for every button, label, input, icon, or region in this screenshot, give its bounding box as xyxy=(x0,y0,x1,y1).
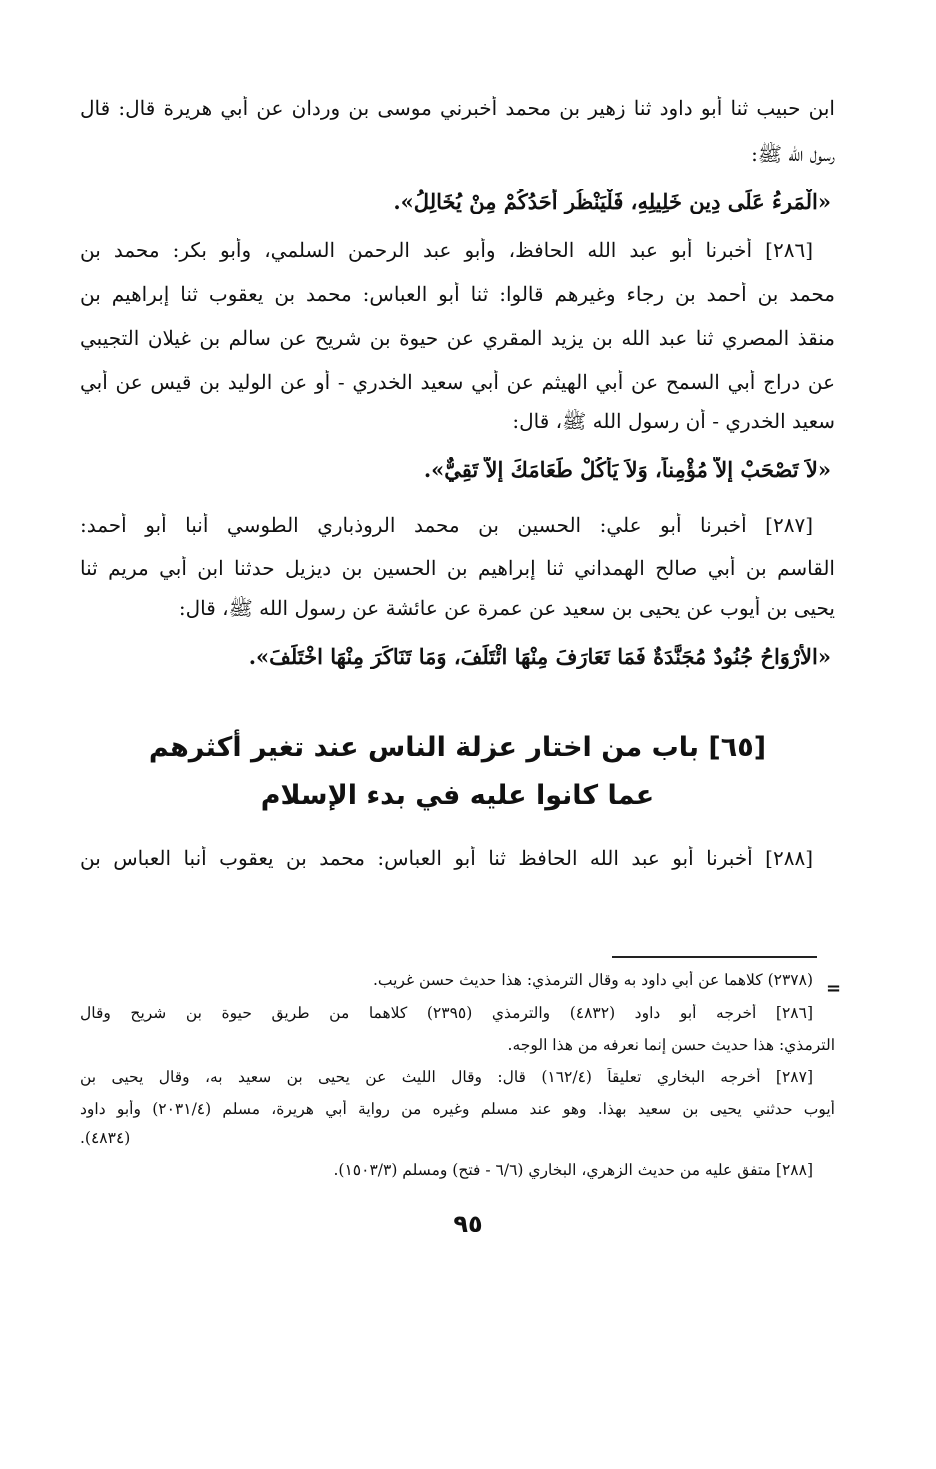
text-line: القاسم بن أبي صالح الهمداني ثنا إبراهيم بن الحسين بن ديزيل حدثنا ابن أبي مريم ثنا xyxy=(80,556,835,580)
page-number: ٩٥ xyxy=(453,1210,483,1238)
text-line: منقذ المصري ثنا عبد الله بن يزيد المقري عن حيوة بن شريح عن سالم بن غيلان التجيبي xyxy=(80,326,835,350)
footnote-separator xyxy=(612,956,817,958)
footnote-line: الترمذي: هذا حديث حسن إنما نعرفه من هذا الوجه. xyxy=(507,1036,835,1054)
text-line: ابن حبيب ثنا أبو داود ثنا زهير بن محمد أخبرني موسى بن وردان عن أبي هريرة قال: قال xyxy=(80,96,835,120)
chapter-heading-continued: عما كانوا عليه في بدء الإسلام xyxy=(260,780,655,811)
text-line: [٢٨٧] أخبرنا أبو علي: الحسين بن محمد الروذباري الطوسي أنبا أبو أحمد: xyxy=(80,513,813,537)
continuation-marker: = xyxy=(826,978,842,999)
hadith-text: «الأَرْوَاحُ جُنُودٌ مُجَنَّدَةٌ فَمَا تَعَارَفَ مِنْهَا ائْتَلَفَ، وَمَا تَنَاكَرَ مِنْهَا اخْتَلَفَ». xyxy=(248,644,831,669)
text-line: يحيى بن أيوب عن يحيى بن سعيد عن عمرة عن عائشة عن رسول الله ﷺ، قال: xyxy=(178,596,835,620)
hadith-text: «لاَ تَصْحَبْ إِلاَّ مُؤْمِناً، وَلاَ يَأْكُلْ طَعَامَكَ إِلاَّ تَقِيٌّ». xyxy=(423,457,831,482)
text-line: [٢٨٦] أخبرنا أبو عبد الله الحافظ، وأبو عبد الرحمن السلمي، وأبو بكر: محمد بن xyxy=(80,238,814,262)
text-line: [٢٨٨] أخبرنا أبو عبد الله الحافظ ثنا أبو العباس: محمد بن يعقوب أنبا العباس بن xyxy=(80,846,813,870)
footnote-line: (٤٨٣٤). xyxy=(80,1129,131,1147)
text-line: محمد بن أحمد بن رجاء وغيرهم قالوا: ثنا أبو العباس: محمد بن يعقوب ثنا إبراهيم بن xyxy=(80,282,835,306)
chapter-heading: [٦٥] باب من اختار عزلة الناس عند تغير أكثرهم xyxy=(148,732,767,763)
text-line: رسول الله ﷺ: xyxy=(751,142,835,166)
footnote-line: أيوب حدثني يحيى بن سعيد بهذا. وهو عند مسلم وغيره من رواية أبي هريرة، مسلم (٢٠٣١/٤) وأبو داود xyxy=(80,1100,835,1118)
footnote-line: [٢٨٦] أخرجه أبو داود (٤٨٣٢) والترمذي (٢٣٩٥) كلاهما من طريق حيوة بن شريح وقال xyxy=(80,1004,814,1022)
hadith-text: «الْمَرءُ عَلَى دِينِ خَلِيلِهِ، فَلْيَنْظُر أَحَدُكُمْ مِنْ يُخَالِلُ». xyxy=(393,189,831,214)
footnote-line: [٢٨٧] أخرجه البخاري تعليقاً (١٦٢/٤) قال: وقال الليث عن يحيى بن سعيد به، وقال يحيى بن xyxy=(80,1068,814,1086)
text-line: عن دراج أبي السمح عن أبي الهيثم عن أبي سعيد الخدري - أو عن الوليد بن قيس عن أبي xyxy=(80,370,835,394)
footnote-line: [٢٨٨] متفق عليه من حديث الزهري، البخاري (٦/٦ - فتح) ومسلم (١٥٠٣/٣). xyxy=(333,1161,813,1179)
footnote-line: (٢٣٧٨) كلاهما عن أبي داود به وقال الترمذي: هذا حديث حسن غريب. xyxy=(372,971,813,989)
text-line: سعيد الخدري - أن رسول الله ﷺ، قال: xyxy=(512,409,835,433)
